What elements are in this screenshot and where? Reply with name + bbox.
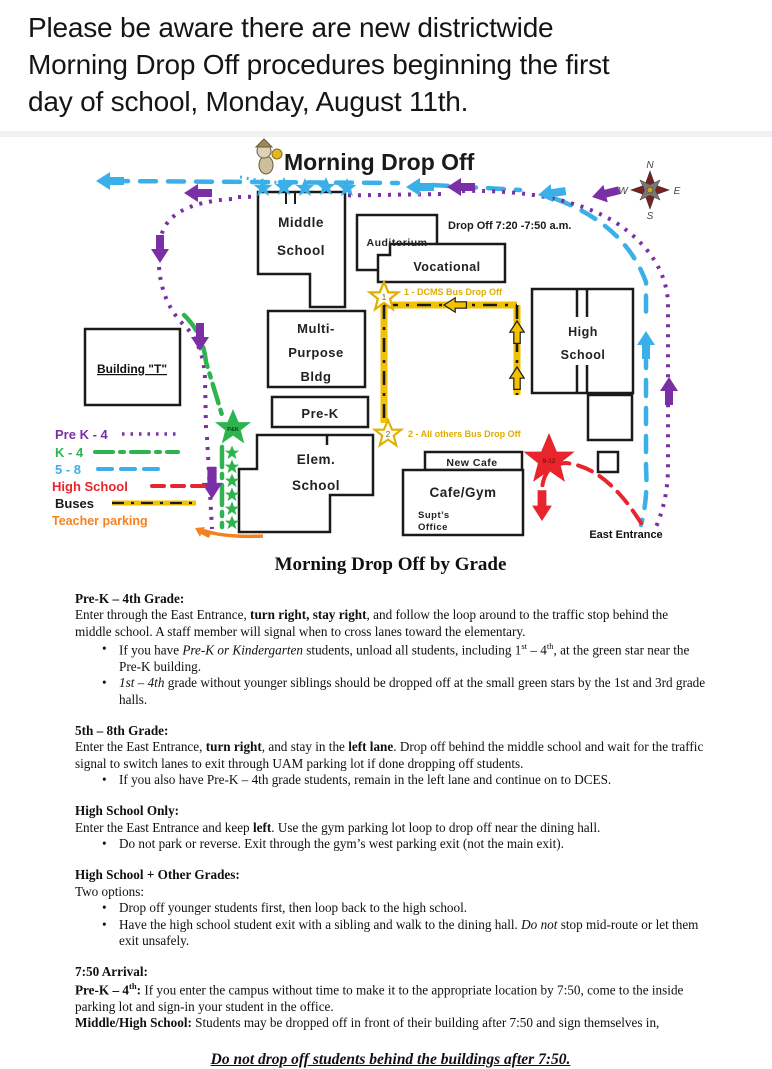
section-paragraph: Enter the East Entrance and keep left. Use the gym parking lot loop to drop off near the dining hall.	[75, 819, 601, 835]
campus-map	[0, 137, 772, 547]
section-paragraph: Enter the East Entrance, turn right, and stay in the left lane. Drop off behind the middle school and wait for the traffic signal to switch lanes to exit through UAM parking lot if done dropping off students.	[75, 739, 704, 771]
drop-off-times: Drop Off 7:20 -7:50 a.m.	[448, 219, 572, 232]
compass-w: W	[618, 185, 628, 197]
grade-section	[75, 867, 706, 950]
building-high-school-wing	[588, 395, 632, 440]
label-multi-purpose: Purpose	[288, 344, 344, 360]
label-middle-school: School	[276, 242, 326, 258]
label-multi-purpose: Multi-	[297, 320, 335, 336]
hs-star-label: 9-12	[542, 457, 556, 465]
map-legend	[52, 427, 210, 528]
grade-section	[75, 591, 706, 709]
route-k4	[184, 315, 222, 527]
legend-buses: Buses	[55, 495, 95, 511]
legend-58: 5 - 8	[55, 461, 82, 477]
bullet-item: • Do not park or reverse. Exit through the gym’s west parking exit (not the main exit).	[75, 836, 706, 853]
label-auditorium: Auditorium	[366, 236, 428, 249]
legend-high-school: High School	[52, 478, 128, 494]
pk-star-label: P&K	[227, 426, 239, 433]
bullet-item: • If you have Pre-K or Kindergarten students, unload all students, including 1st – 4th, at the green star near the Pre-K building.	[75, 641, 706, 676]
section-heading: 5th – 8th Grade:	[75, 722, 169, 738]
label-supt-office: Supt’s	[418, 509, 450, 521]
east-entrance-label: East Entrance	[589, 528, 663, 541]
grade-section	[75, 964, 706, 1032]
legend-k4: K - 4	[55, 444, 84, 460]
section-paragraph: Enter through the East Entrance, turn right, stay right, and follow the loop around to the traffic stop behind the middle school. A staff member will signal when to cross lanes toward the elementary.	[75, 607, 669, 640]
route-buses	[384, 305, 517, 423]
compass-n: N	[646, 159, 654, 171]
banner-line: Morning Drop Off procedures beginning the first	[28, 48, 610, 80]
label-middle-school: Middle	[278, 214, 324, 230]
section-heading: Pre-K – 4th Grade:	[75, 590, 185, 606]
label-high-school: High	[568, 324, 598, 339]
label-vocational: Vocational	[413, 259, 481, 274]
map-title: Morning Drop Off	[284, 148, 475, 175]
label-cafe-gym: Cafe/Gym	[429, 484, 497, 500]
section-heading: 7:50 Arrival:	[75, 964, 148, 980]
label-supt-office: Office	[418, 521, 448, 533]
grade-section	[75, 803, 706, 853]
doc-footer: Do not drop off students behind the buildings after 7:50.	[210, 1050, 571, 1068]
section-heading: High School Only:	[75, 803, 180, 819]
bullet-item: • Have the high school student exit with a sibling and walk to the dining hall. Do not stop mid-route or let them exit unsafely.	[75, 917, 706, 950]
section-heading: High School + Other Grades:	[75, 866, 240, 882]
section-paragraph: Pre-K – 4th: If you enter the campus without time to make it to the appropriate location by 7:50, come to the inside parking lot and sign-in your student in the office.	[75, 980, 684, 1014]
section-paragraph: Two options:	[75, 883, 145, 899]
bus-stop-1-num: 1	[381, 292, 387, 302]
label-elem-school: Elem.	[296, 451, 336, 467]
bullet-item: • Drop off younger students first, then loop back to the high school.	[75, 900, 706, 917]
grade-section	[75, 723, 706, 790]
label-new-cafe: New Cafe	[446, 456, 498, 469]
buildings	[85, 192, 633, 535]
mascot-icon	[256, 139, 282, 174]
compass-s: S	[646, 210, 654, 222]
building-high-school	[532, 289, 633, 393]
section-paragraph: Middle/High School: Students may be dropped off in front of their building after 7:50 and sign themselves in,	[75, 1015, 660, 1031]
label-building-t: Building "T"	[96, 361, 168, 376]
bus-stop-2-num: 2	[385, 429, 391, 439]
grade-instructions	[0, 547, 772, 1069]
compass-rose-icon	[618, 160, 680, 222]
label-high-school: School	[560, 347, 606, 362]
doc-heading: Morning Drop Off by Grade	[274, 553, 507, 575]
label-multi-purpose: Bldg	[300, 368, 332, 384]
label-elem-school: School	[291, 477, 341, 493]
campus-map-svg	[0, 137, 772, 547]
building-small	[598, 452, 618, 472]
label-pre-k: Pre-K	[301, 405, 339, 421]
legend-prek4: Pre K - 4	[55, 426, 108, 442]
bullet-item: • 1st – 4th grade without younger siblings should be dropped off at the small green stars by the 1st and 3rd grade halls.	[75, 675, 706, 708]
bullet-item: • If you also have Pre-K – 4th grade students, remain in the left lane and continue on to DCES.	[75, 772, 706, 789]
banner-line: Please be aware there are new districtwide	[28, 12, 554, 43]
bus-stop-2-label: 2 - All others Bus Drop Off	[408, 428, 521, 439]
bus-stop-1-label: 1 - DCMS Bus Drop Off	[404, 286, 502, 297]
announcement-banner	[0, 0, 772, 131]
legend-teacher-parking: Teacher parking	[52, 513, 148, 528]
banner-line: day of school, Monday, August 11th.	[28, 85, 469, 117]
compass-e: E	[673, 185, 681, 197]
grade-sections	[75, 591, 706, 1032]
